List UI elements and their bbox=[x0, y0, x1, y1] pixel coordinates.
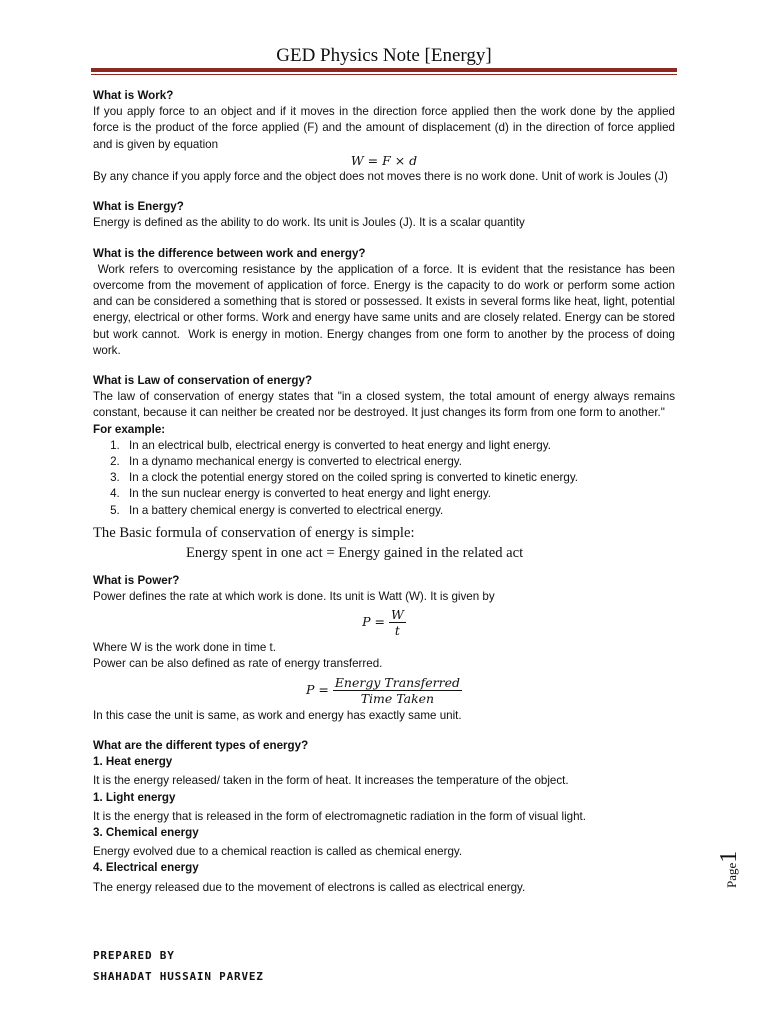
page-title: GED Physics Note [Energy] bbox=[276, 45, 492, 66]
eq2-lhs: P = bbox=[305, 681, 329, 697]
eq2-denominator: Time Taken bbox=[360, 690, 435, 706]
list-item: 5. In a battery chemical energy is converted to electrical energy. bbox=[123, 503, 675, 519]
types-question: What are the different types of energy? bbox=[93, 738, 309, 752]
energy-answer: Energy is defined as the ability to do work. Its unit is Joules (J). It is a scalar quantity bbox=[93, 216, 525, 230]
difference-answer: Work refers to overcoming resistance by the application of a force. It is evident that the resistance has been overcome from the movement of application of force. Energy is the capacity to do work or perform some action and can be considered a something that is stored or possessed. It exists in several forms like heat, light, potential energy, electrical or other forms. Work and energy have same units and are closely related. Energy can be stored but work cannot. Work is energy in motion. Energy changes from one form to another by the process of doing work. bbox=[93, 262, 679, 357]
type-text: It is the energy that is released in the form of electromagnetic radiation in the form of visual light. bbox=[93, 809, 586, 823]
page-number bbox=[716, 851, 743, 888]
page-label: Page bbox=[724, 862, 739, 888]
type-heading: 3. Chemical energy bbox=[93, 825, 199, 839]
power-where: Where W is the work done in time t. bbox=[93, 641, 276, 655]
power-equation-1 bbox=[93, 607, 675, 638]
example-label: For example: bbox=[93, 422, 166, 436]
list-item: 1. In an electrical bulb, electrical energy is converted to heat energy and light energy. bbox=[123, 438, 675, 454]
work-question: What is Work? bbox=[93, 89, 174, 102]
title-rule-thin bbox=[91, 74, 677, 75]
difference-question: What is the difference between work and energy? bbox=[93, 246, 366, 260]
examples-list bbox=[93, 438, 675, 519]
type-text: The energy released due to the movement of electrons is called as electrical energy. bbox=[93, 880, 526, 894]
page-number-value: 1 bbox=[716, 850, 742, 863]
eq2-fraction bbox=[333, 675, 462, 706]
work-para1: If you apply force to an object and if it moves in the direction force applied then the work done by the applied force is the product of the force applied (F) and the amount of displacement (d) in the direction of force applied and is given by equation bbox=[93, 105, 675, 151]
power-alt: Power can be also defined as rate of energy transferred. bbox=[93, 657, 383, 671]
formula-intro: The Basic formula of conservation of energy is simple: bbox=[93, 524, 415, 541]
type-heading: 1. Light energy bbox=[93, 790, 176, 804]
power-definition: Power defines the rate at which work is done. Its unit is Watt (W). It is given by bbox=[93, 590, 495, 604]
list-item: 4. In the sun nuclear energy is converted to heat energy and light energy. bbox=[123, 486, 675, 502]
power-equation-2 bbox=[93, 675, 675, 706]
type-text: It is the energy released/ taken in the form of heat. It increases the temperature of the object. bbox=[93, 774, 569, 788]
title-rule-thick bbox=[91, 68, 677, 72]
type-heading: 1. Heat energy bbox=[93, 755, 173, 769]
document-body bbox=[93, 88, 679, 896]
conservation-answer: The law of conservation of energy states that "in a closed system, the total amount of energy always remains constant, because it can neither be created nor be destroyed. It just changes its form from one form to another." bbox=[93, 390, 675, 420]
eq1-denominator: t bbox=[394, 623, 400, 639]
type-text: Energy evolved due to a chemical reaction is called as chemical energy. bbox=[93, 845, 463, 859]
conservation-question: What is Law of conservation of energy? bbox=[93, 374, 313, 388]
work-para2: By any chance if you apply force and the object does not moves there is no work done. Unit of work is Joules (J) bbox=[93, 170, 668, 184]
author-footer bbox=[93, 945, 264, 987]
eq2-numerator: Energy Transferred bbox=[334, 674, 461, 690]
eq1-fraction bbox=[389, 607, 406, 638]
energy-question: What is Energy? bbox=[93, 200, 184, 214]
author-name: SHAHADAT HUSSAIN PARVEZ bbox=[93, 970, 264, 983]
type-heading: 4. Electrical energy bbox=[93, 861, 199, 875]
work-equation: W = F × d bbox=[350, 152, 418, 168]
list-item: 2. In a dynamo mechanical energy is converted to electrical energy. bbox=[123, 454, 675, 470]
eq1-lhs: P = bbox=[362, 614, 385, 630]
conservation-formula: Energy spent in one act = Energy gained in the related act bbox=[186, 544, 524, 561]
power-unit-note: In this case the unit is same, as work and energy has exactly same unit. bbox=[93, 708, 462, 722]
list-item: 3. In a clock the potential energy stored on the coiled spring is converted to kinetic energy. bbox=[123, 470, 675, 486]
prepared-by-label: PREPARED BY bbox=[93, 949, 175, 962]
power-question: What is Power? bbox=[93, 573, 180, 587]
eq1-numerator: W bbox=[390, 607, 404, 623]
